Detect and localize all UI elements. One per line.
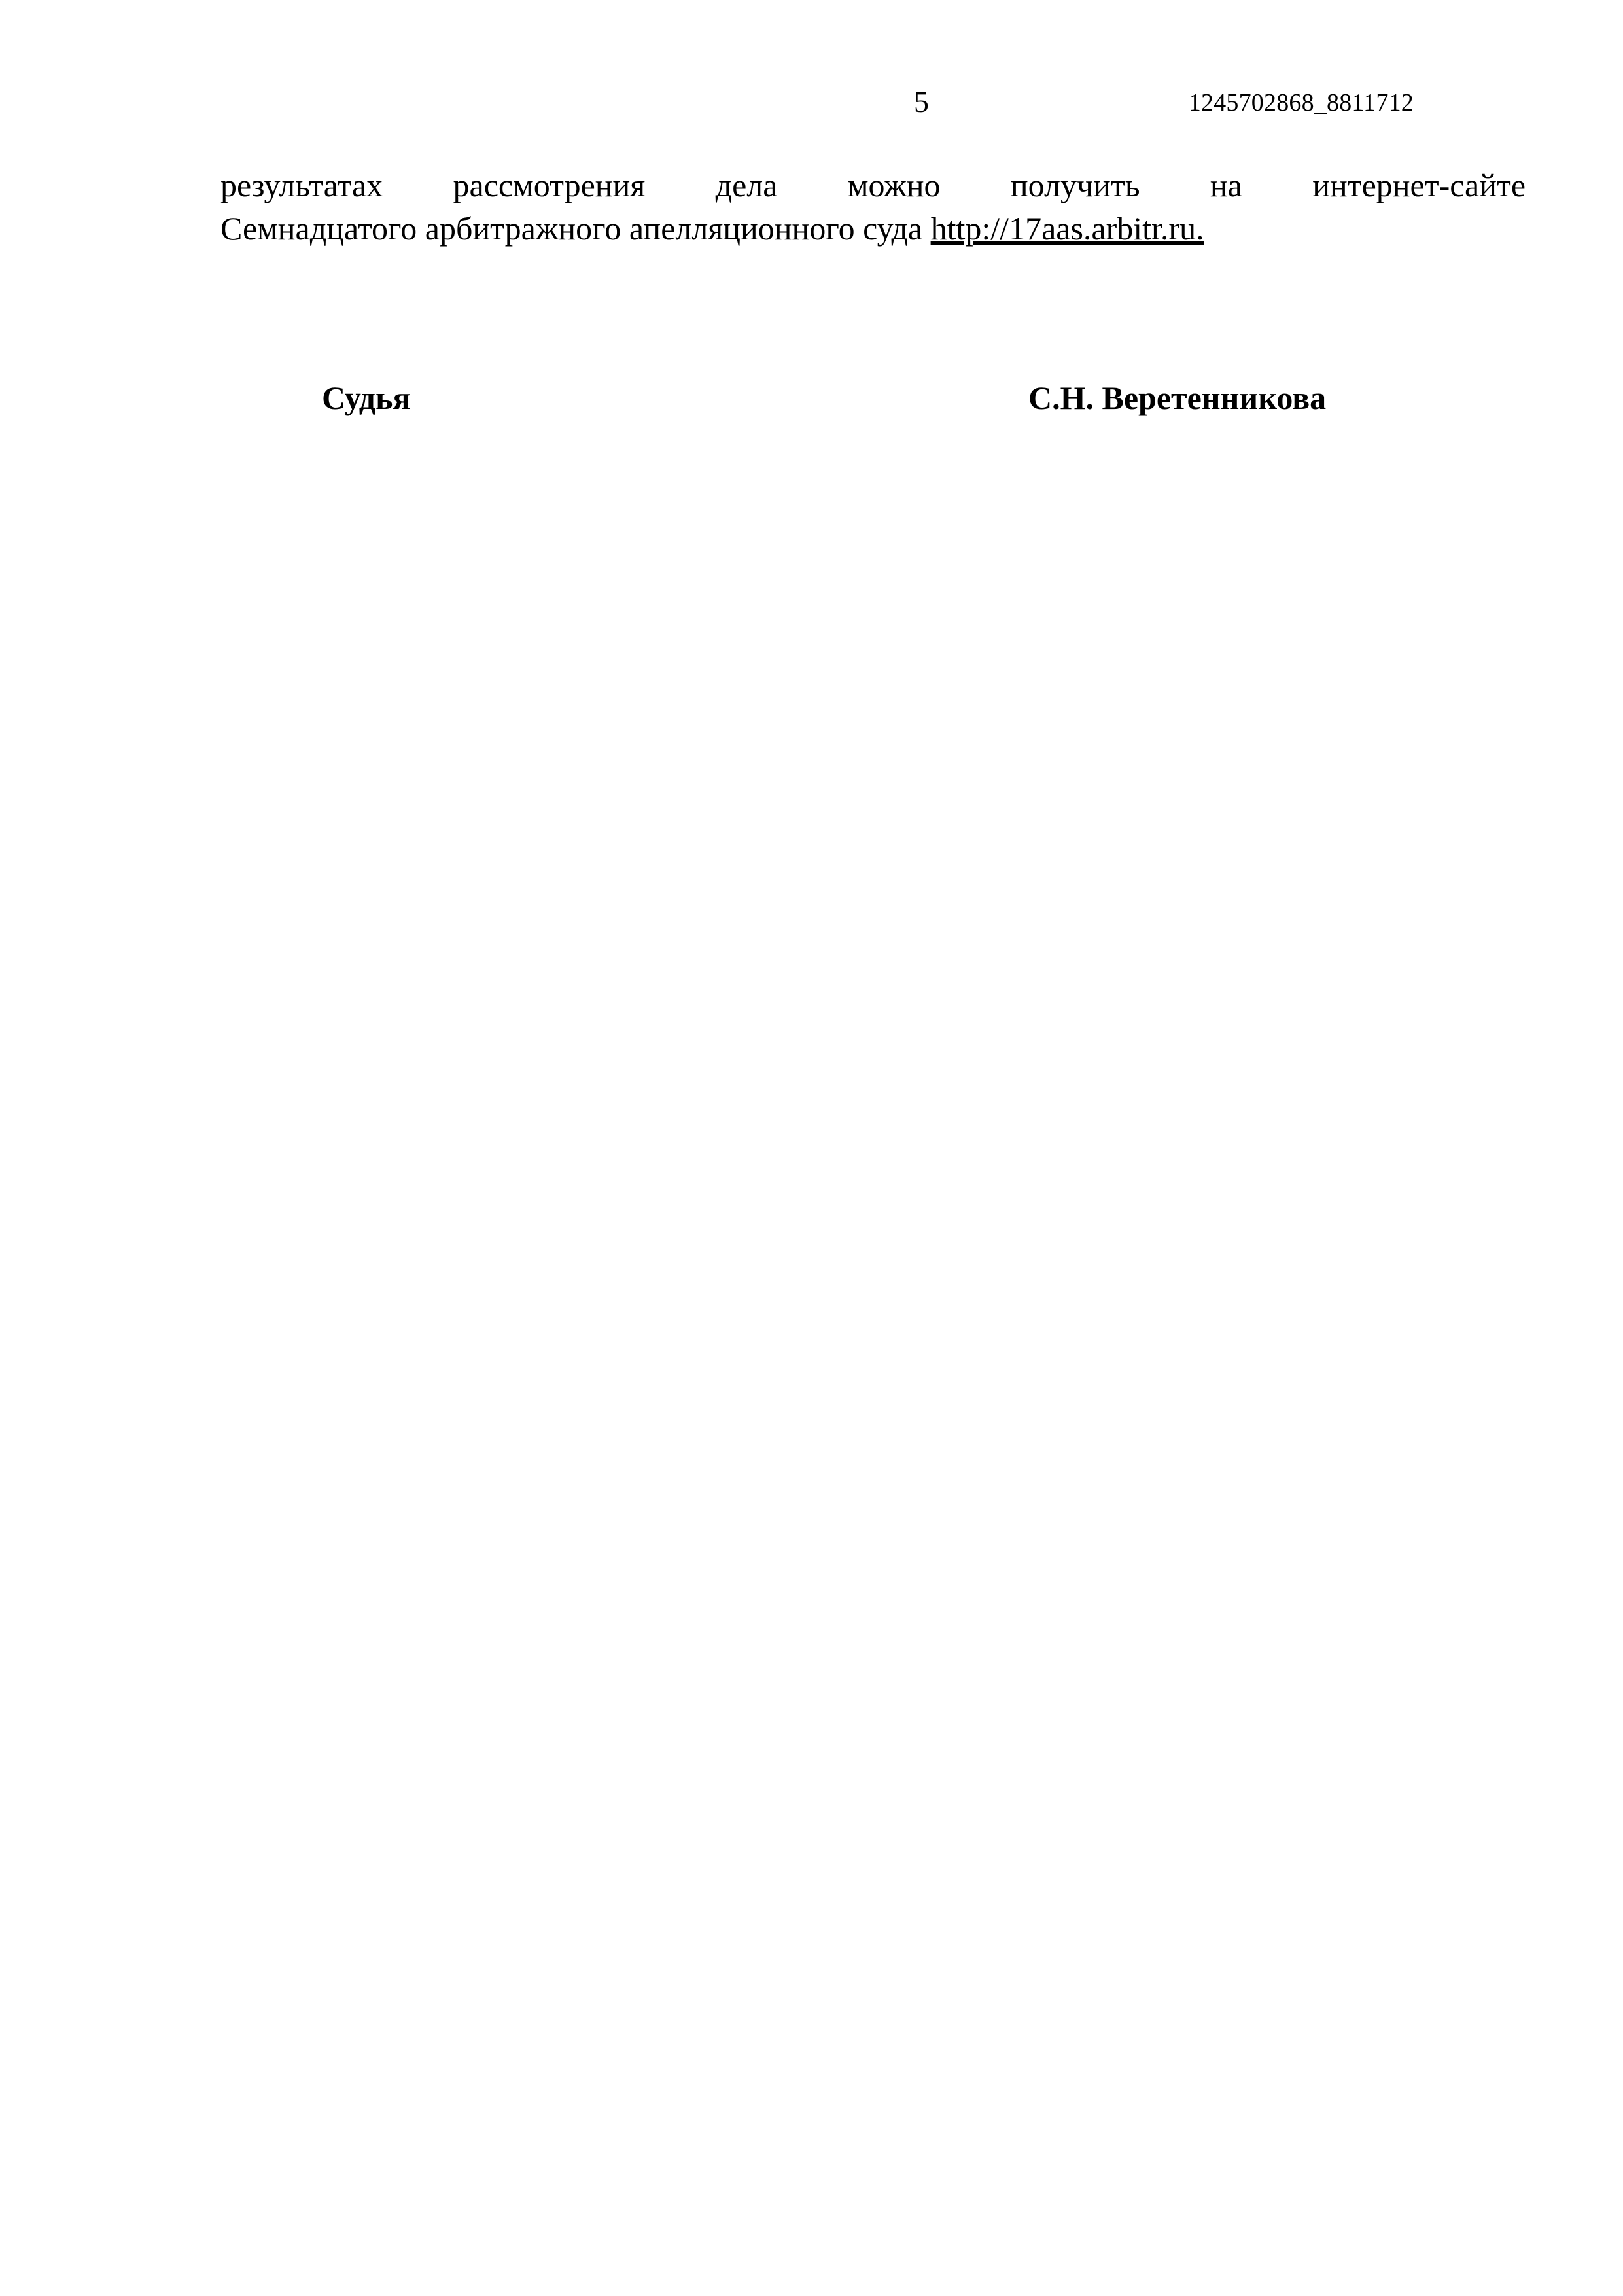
paragraph-line-1	[220, 164, 1526, 207]
paragraph-line-2-text: Семнадцатого арбитражного апелляционного суда	[220, 210, 931, 247]
word-5: получить	[1010, 167, 1140, 203]
signature-role: Судья	[322, 380, 411, 416]
word-4: можно	[847, 167, 941, 203]
document-code: 1245702868_8811712	[1188, 89, 1414, 116]
page-number: 5	[914, 85, 929, 118]
word-2: рассмотрения	[453, 167, 646, 203]
paragraph-line-2	[220, 207, 1526, 250]
page-header	[0, 85, 1623, 124]
signature-name: С.Н. Веретенникова	[1028, 380, 1327, 416]
word-7: интернет-сайте	[1312, 167, 1526, 203]
signature-block	[220, 376, 1526, 422]
body-text	[220, 164, 1526, 250]
word-6: на	[1210, 167, 1242, 203]
word-3: дела	[715, 167, 778, 203]
court-website-link[interactable]: http://17aas.arbitr.ru.	[930, 210, 1204, 247]
word-1: результатах	[220, 167, 383, 203]
